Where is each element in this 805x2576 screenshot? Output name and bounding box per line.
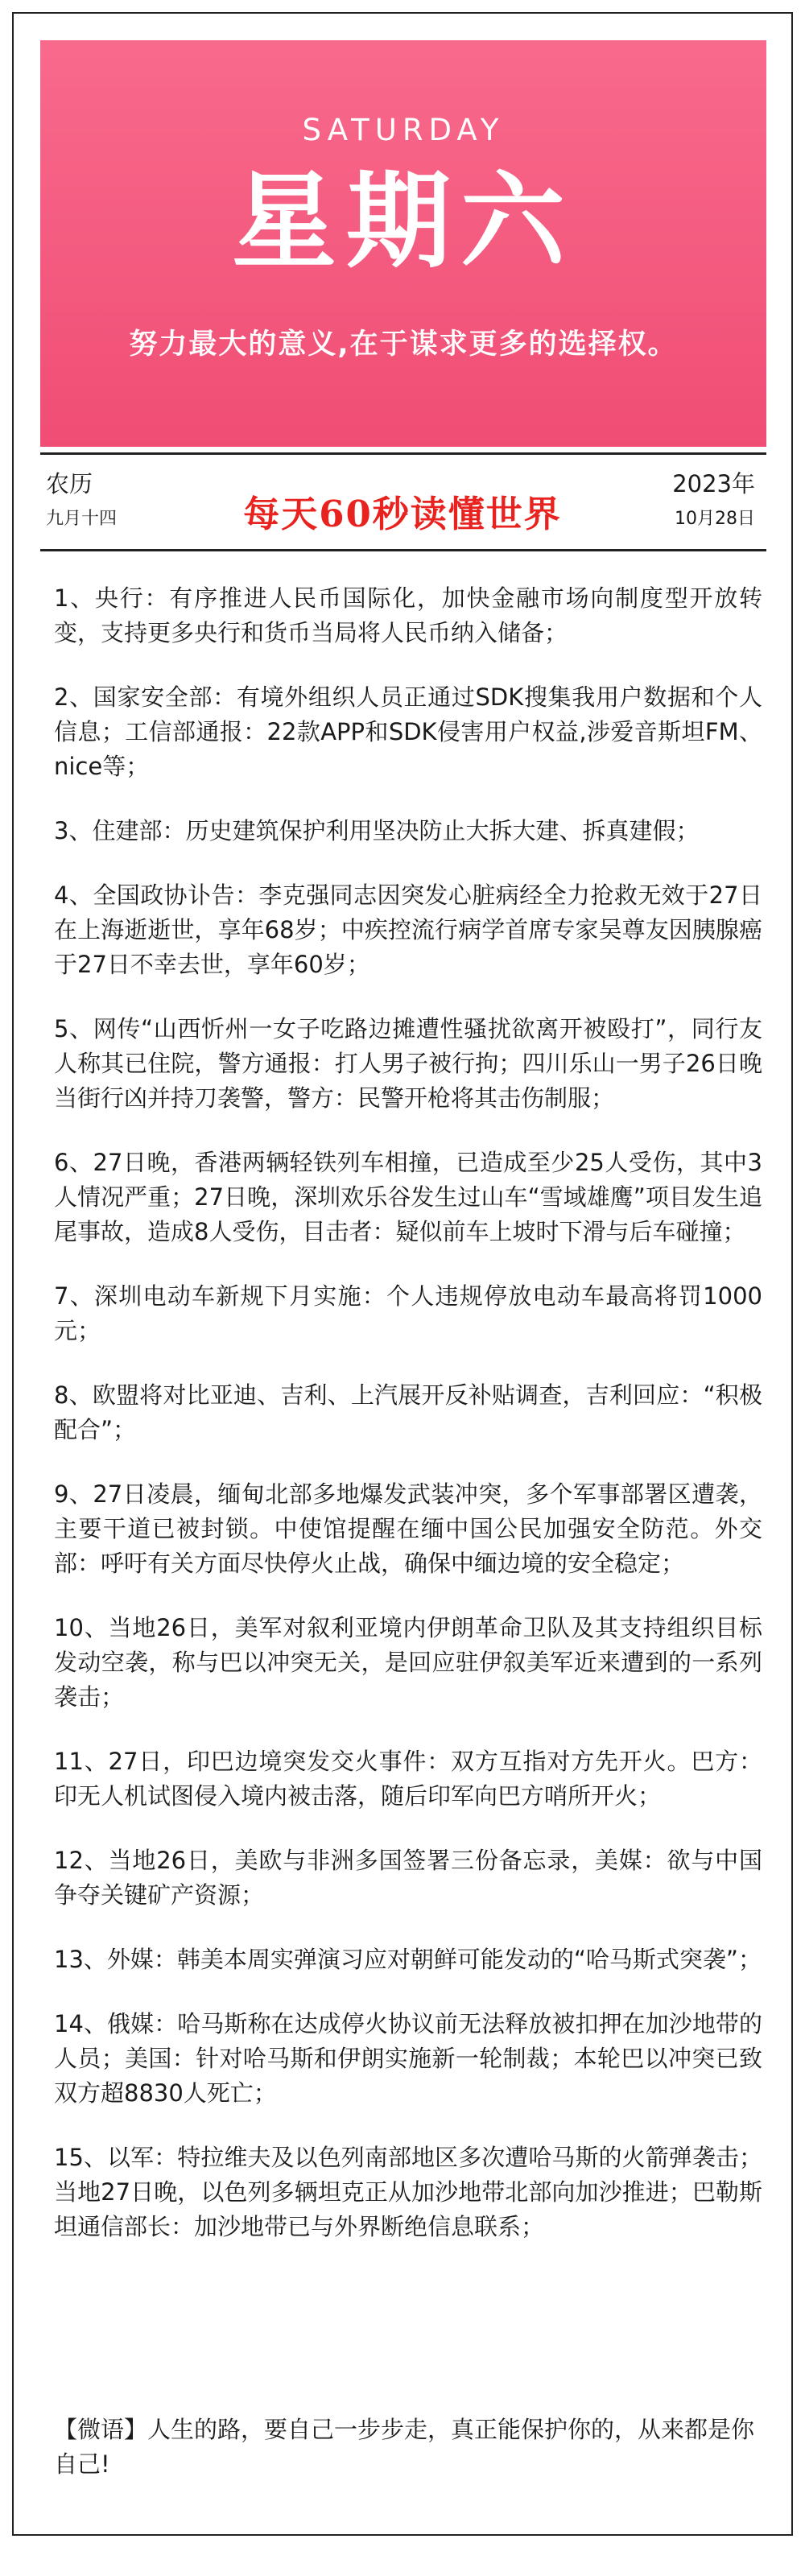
news-item: 11、27日，印巴边境突发交火事件：双方互指对方先开火。巴方：印无人机试图侵入境内被击落，随后印军向巴方哨所开火；: [54, 1748, 762, 1810]
news-item: 6、27日晚，香港两辆轻铁列车相撞，已造成至少25人受伤，其中3人情况严重；27日晚，深圳欢乐谷发生过山车“雪域雄鹰”项目发生追尾事故，造成8人受伤，目击者：疑似前车上坡时下滑与后车碰撞；: [54, 1149, 762, 1245]
weekday-title: 星期六: [231, 159, 575, 283]
news-item: 10、当地26日，美军对叙利亚境内伊朗革命卫队及其支持组织目标发动空袭，称与巴以冲突无关，是回应驻伊叙美军近来遭到的一系列袭击；: [54, 1614, 762, 1711]
news-item: 12、当地26日，美欧与非洲多国签署三份备忘录，美媒：欲与中国争夺关键矿产资源；: [54, 1847, 762, 1909]
banner: [40, 40, 766, 447]
lunar-date: 九月十四: [46, 509, 118, 529]
news-item: 3、住建部：历史建筑保护利用坚决防止大拆大建、拆真建假；: [54, 817, 700, 844]
motto: 努力最大的意义,在于谋求更多的选择权。: [129, 328, 678, 361]
month-date: 10月28日: [675, 509, 755, 529]
news-item: 5、网传“山西忻州一女子吃路边摊遭性骚扰欲离开被殴打”，同行友人称其已住院，警方通报：打人男子被行拘；四川乐山一男子26日晚当街行凶并持刀袭警，警方：民警开枪将其击伤制服；: [54, 1015, 762, 1112]
divider-top: [40, 452, 766, 455]
news-item: 2、国家安全部：有境外组织人员正通过SDK搜集我用户数据和个人信息；工信部通报：22款APP和SDK侵害用户权益,涉爱音斯坦FM、nice等；: [54, 683, 762, 780]
news-item: 15、以军：特拉维夫及以色列南部地区多次遭哈马斯的火箭弹袭击；当地27日晚，以色列多辆坦克正从加沙地带北部向加沙推进；巴勒斯坦通信部长：加沙地带已与外界断绝信息联系；: [54, 2144, 762, 2240]
news-list: [54, 581, 762, 2274]
lunar-label: 农历: [46, 470, 93, 497]
news-item: 4、全国政协讣告：李克强同志因突发心脏病经全力抢救无效于27日在上海逝逝世，享年68岁；中疾控流行病学首席专家吴尊友因胰腺癌于27日不幸去世，享年60岁；: [54, 881, 762, 978]
year-label: 2023年: [672, 470, 755, 497]
daily-quote: 【微语】人生的路，要自己一步步走，真正能保护你的，从来都是你自己!: [54, 2416, 755, 2478]
news-item: 9、27日凌晨，缅甸北部多地爆发武装冲突，多个军事部署区遭袭，主要干道已被封锁。中使馆提醒在缅中国公民加强安全防范。外交部：呼吁有关方面尽快停火止战，确保中缅边境的安全稳定；: [54, 1480, 762, 1577]
divider-bottom: [40, 549, 766, 551]
news-card: [12, 12, 793, 2536]
news-item: 1、央行：有序推进人民币国际化，加快金融市场向制度型开放转变，支持更多央行和货币当局将人民币纳入储备；: [54, 584, 762, 646]
news-item: 13、外媒：韩美本周实弹演习应对朝鲜可能发动的“哈马斯式突袭”；: [54, 1946, 762, 1973]
daily-title: 每天60秒读懂世界: [243, 493, 562, 535]
news-item: 14、俄媒：哈马斯称在达成停火协议前无法释放被扣押在加沙地带的人员；美国：针对哈马斯和伊朗实施新一轮制裁；本轮巴以冲突已致双方超8830人死亡；: [54, 2010, 762, 2107]
weekday-english: SATURDAY: [302, 113, 505, 147]
news-item: 7、深圳电动车新规下月实施：个人违规停放电动车最高将罚1000元；: [54, 1282, 762, 1344]
news-item: 8、欧盟将对比亚迪、吉利、上汽展开反补贴调查，吉利回应：“积极配合”；: [54, 1381, 762, 1443]
